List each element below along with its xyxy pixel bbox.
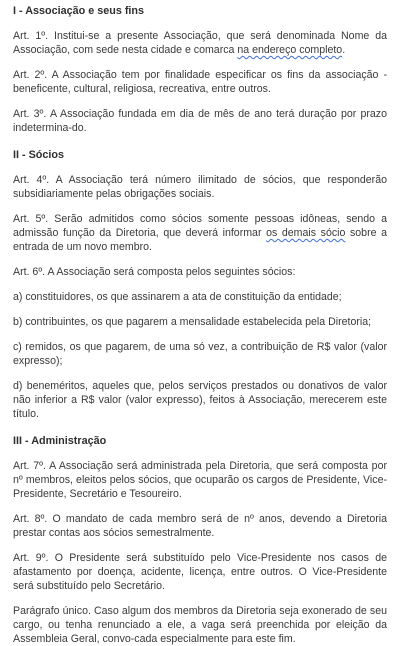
article-8: Art. 8º. O mandato de cada membro será de nº anos, devendo a Diretoria prestar contas aos sócios semestralmente. [13, 513, 387, 539]
article-5 [13, 212, 387, 254]
article-3: Art. 3º. A Associação fundada em dia de mês de ano terá duração por prazo indetermina-do. [13, 108, 387, 134]
article-1-text: Art. 1º. Institui-se a presente Associação, que será denominada Nome da Associação, com sede nesta cidade e comarca [13, 30, 387, 56]
list-item-d: d) beneméritos, aqueles que, pelos serviços prestados ou donativos de valor não inferior a R$ valor (valor expresso), feitos à Associação, merecerem este título. [13, 380, 387, 420]
article-1-end: . [342, 44, 346, 56]
section-heading-administracao: III - Administração [13, 435, 107, 447]
section-heading-socios: II - Sócios [13, 149, 64, 161]
list-item-c: c) remidos, os que pagarem, de uma só vez, a contribuição de R$ valor (valor expresso); [13, 341, 387, 367]
article-9: Art. 9º. O Presidente será substituído pelo Vice-Presidente nos casos de afastamento por doença, acidente, licença, entre outros. O Vice-Presidente será substituído pelo Secretário. [13, 552, 387, 592]
list-item-b: b) contribuintes, os que pagarem a mensalidade estabelecida pela Diretoria; [13, 316, 372, 328]
list-item-a: a) constituidores, os que assinarem a ata de constituição da entidade; [13, 291, 342, 303]
article-1 [13, 29, 387, 57]
section-heading-associacao: I - Associação e seus fins [13, 5, 145, 17]
article-5-end: sobre a entrada de um novo membro. [13, 227, 387, 253]
spellcheck-flagged-text[interactable]: na endereço completo [237, 44, 343, 56]
article-7: Art. 7º. A Associação será administrada pela Diretoria, que será composta por nº membros, eleitos pelos sócios, que ocuparão os cargos de Presidente, Vice-Presidente, Secretário e Tesoureiro. [13, 460, 387, 500]
article-4: Art. 4º. A Associação terá número ilimitado de sócios, que responderão subsidiariamente pelas obrigações sociais. [13, 174, 387, 200]
article-2: Art. 2º. A Associação tem por finalidade especificar os fins da associação - beneficente, cultural, religiosa, recreativa, entre outros. [13, 69, 387, 95]
paragrafo-unico: Parágrafo único. Caso algum dos membros da Diretoria seja exonerado de seu cargo, ou tenha renunciado a ele, a vaga será preenchida por eleição da Assembleia Geral, convo-cada especialmente para este fim. [13, 605, 387, 645]
spellcheck-flagged-text[interactable]: os demais sócio [266, 227, 346, 239]
article-6: Art. 6º. A Associação será composta pelos seguintes sócios: [13, 266, 296, 278]
article-5-text: Art. 5º. Serão admitidos como sócios somente pessoas idôneas, sendo a admissão função da Diretoria, que deverá informar [13, 213, 387, 239]
